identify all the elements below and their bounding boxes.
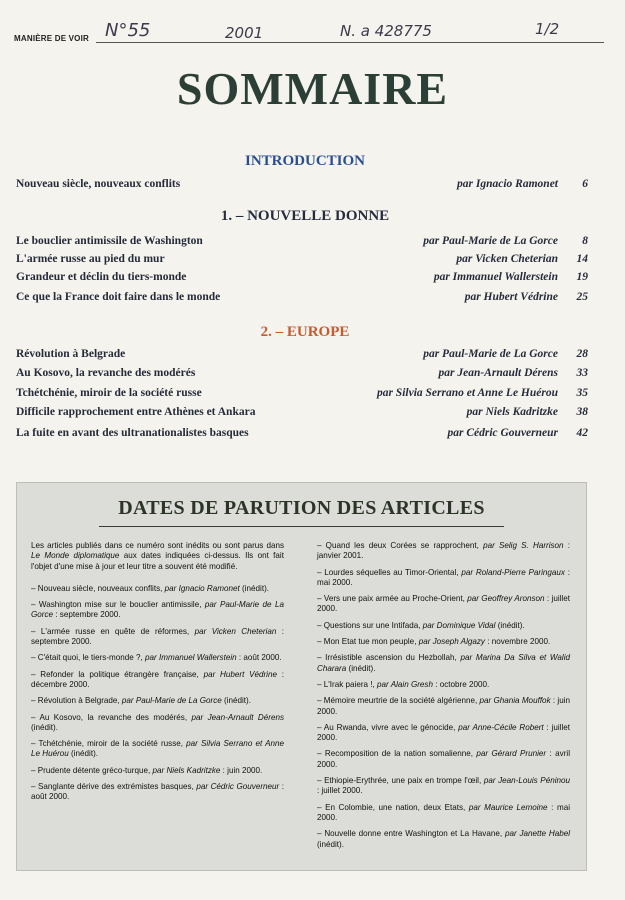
date-entry-author: par Immanuel Wallerstein xyxy=(145,653,237,663)
date-entry-date: : novembre 2000. xyxy=(484,637,551,647)
date-entry xyxy=(317,829,570,850)
toc-entry-page: 35 xyxy=(576,387,588,399)
publication-dates-title: DATES DE PARUTION DES ARTICLES xyxy=(118,497,485,519)
date-entry xyxy=(317,776,570,797)
date-entry xyxy=(317,749,570,770)
date-entry-title: – C'était quoi, le tiers-monde ?, xyxy=(31,653,146,663)
date-entry-title: – Refonder la politique étrangère française, xyxy=(31,669,204,679)
date-entry-author: par Joseph Algazy xyxy=(418,637,485,647)
date-entry-title: – Lourdes séquelles au Timor-Oriental, xyxy=(317,567,462,577)
toc-entry-title: Grandeur et déclin du tiers-monde xyxy=(16,271,187,283)
toc-entry-author: par Vicken Cheterian xyxy=(456,253,558,265)
date-entry-title: – Tchétchénie, miroir de la société russe, xyxy=(31,739,187,749)
toc-entry xyxy=(16,253,588,269)
date-entry-date: : janvier 2001. xyxy=(317,541,570,561)
date-entry-date: : décembre 2000. xyxy=(31,669,284,689)
date-entry-title: – Ethiopie-Erythrée, une paix en trompe l'œil, xyxy=(317,776,484,786)
publication-name: MANIÈRE DE VOIR xyxy=(14,34,90,43)
handwritten-reference: N. a 428775 xyxy=(340,22,432,40)
date-entry-date: : juillet 2000. xyxy=(317,722,570,743)
toc-entry-title: Nouveau siècle, nouveaux conflits xyxy=(16,178,181,190)
toc-entry-page: 38 xyxy=(576,406,588,418)
date-entry xyxy=(317,696,570,717)
toc-entry-author: par Jean-Arnault Dérens xyxy=(438,367,558,379)
date-entry-date: : août 2000. xyxy=(236,653,282,663)
date-entry-title: – Sanglante dérive des extrémistes basques, xyxy=(31,782,197,792)
date-entry-date: : juin 2000. xyxy=(220,765,263,775)
date-entry-author: par Jean-Arnault Dérens xyxy=(191,712,284,722)
date-entry-author: par Hubert Védrine xyxy=(203,669,277,679)
date-entry-date: (inédit). xyxy=(68,749,99,759)
toc-entry-title: Au Kosovo, la revanche des modérés xyxy=(16,367,196,379)
date-entry-title: – Washington mise sur le bouclier antimissile, xyxy=(31,600,205,610)
date-entry xyxy=(31,696,284,706)
toc-entry-author: par Hubert Védrine xyxy=(464,291,558,303)
toc-entry-title: Ce que la France doit faire dans le monde xyxy=(16,291,221,303)
date-entry xyxy=(31,627,284,648)
toc-entry-page: 33 xyxy=(576,367,588,379)
toc-entry-author: par Immanuel Wallerstein xyxy=(433,271,558,283)
date-entry-date: (inédit). xyxy=(317,839,344,849)
date-entry-date: (inédit). xyxy=(346,663,376,673)
date-entry-author: par Paul-Marie de La Gorce xyxy=(31,600,284,620)
date-entry-date: (inédit). xyxy=(239,583,270,593)
publication-dates-box xyxy=(16,482,587,871)
toc-entry-author: par Cédric Gouverneur xyxy=(447,427,558,439)
toc-entry-title: Le bouclier antimissile de Washington xyxy=(16,235,203,247)
date-entry-date: : octobre 2000. xyxy=(432,679,490,689)
toc-entry-author: par Paul-Marie de La Gorce xyxy=(423,235,558,247)
toc-entry-title: Tchétchénie, miroir de la société russe xyxy=(16,387,202,399)
date-entry-date: (inédit). xyxy=(495,620,525,630)
date-entry xyxy=(31,670,284,691)
toc-entry-author: par Ignacio Ramonet xyxy=(457,178,558,190)
date-entry-date: (inédit). xyxy=(221,696,252,706)
intro-text: Les articles publiés dans ce numéro sont inédits ou sont parus dans xyxy=(31,541,284,550)
toc-entry-page: 6 xyxy=(582,178,588,190)
dates-column-right xyxy=(317,541,570,856)
section-heading-europe: 2. – EUROPE xyxy=(260,324,350,340)
date-entry-author: par Ignacio Ramonet xyxy=(164,583,240,593)
toc-entry xyxy=(16,235,588,251)
date-entry xyxy=(31,584,284,594)
date-entry-author: par Paul-Marie de La Gorce xyxy=(121,696,222,706)
date-entry-title: – Nouveau siècle, nouveaux conflits, xyxy=(31,583,165,593)
toc-entry xyxy=(16,178,588,194)
date-entry xyxy=(31,766,284,776)
toc-entry xyxy=(16,271,588,287)
title-underline xyxy=(99,526,504,527)
section-heading-nouvelle-donne: 1. – NOUVELLE DONNE xyxy=(220,208,390,224)
intro-newspaper-title: Le Monde diplomatique xyxy=(31,551,120,561)
date-entry xyxy=(317,541,570,562)
date-entry-date: : juillet 2000. xyxy=(317,594,570,614)
section-heading-introduction: INTRODUCTION xyxy=(244,153,365,169)
date-entry-title: – Révolution à Belgrade, xyxy=(31,696,122,706)
date-entry xyxy=(31,739,284,760)
date-entry-date: : mai 2000. xyxy=(317,802,570,822)
toc-entry-title: Révolution à Belgrade xyxy=(16,348,126,360)
date-entry-title: – Vers une paix armée au Proche-Orient, xyxy=(317,594,468,604)
date-entry-author: par Marina Da Silva et Walid Charara xyxy=(317,653,570,673)
date-entry-title: – Prudente détente gréco-turque, xyxy=(31,765,153,775)
toc-entry-page: 42 xyxy=(576,427,588,439)
toc-entry-author: par Niels Kadritzke xyxy=(466,406,558,418)
dates-column-left xyxy=(31,541,284,809)
date-entry-author: par Roland-Pierre Paringaux xyxy=(461,567,565,577)
dates-intro xyxy=(31,541,284,572)
page-title: SOMMAIRE xyxy=(176,63,449,114)
date-entry-author: par Ghania Mouffok xyxy=(479,696,551,706)
date-entry-title: – Recomposition de la nation somalienne, xyxy=(317,749,477,759)
date-entry xyxy=(31,600,284,621)
date-entry-title: – Questions sur une Intifada, xyxy=(317,620,423,630)
intro-text: aux dates indiquées ci-dessus. Ils ont fait l'objet d'une mise à jour et leur titre a souvent été modifié. xyxy=(31,551,284,571)
toc-entry xyxy=(16,427,588,443)
date-entry-date: : septembre 2000. xyxy=(31,626,285,647)
date-entry-author: par Geoffrey Aronson xyxy=(467,594,545,604)
date-entry xyxy=(317,653,570,674)
date-entry-author: par Niels Kadritzke xyxy=(152,765,221,775)
handwritten-year: 2001 xyxy=(225,24,264,42)
date-entry-title: – Irrésistible ascension du Hezbollah, xyxy=(317,653,461,663)
toc-entry xyxy=(16,291,588,307)
date-entry-title: – Au Rwanda, vivre avec le génocide, xyxy=(317,722,459,732)
toc-entry-page: 25 xyxy=(576,291,588,303)
page-header xyxy=(0,0,625,48)
date-entry-title: – Mon Etat tue mon peuple, xyxy=(317,637,419,647)
date-entry-date: (inédit). xyxy=(31,722,58,732)
toc-entry xyxy=(16,367,588,383)
date-entry-title: – Au Kosovo, la revanche des modérés, xyxy=(31,712,192,722)
date-entry-author: par Dominique Vidal xyxy=(422,620,496,630)
toc-entry-page: 8 xyxy=(582,235,588,247)
date-entry xyxy=(317,568,570,589)
date-entry xyxy=(31,782,284,803)
date-entry-date: : juillet 2000. xyxy=(317,786,363,796)
date-entry-title: – En Colombie, une nation, deux Etats, xyxy=(317,802,469,812)
date-entry-author: par Cédric Gouverneur xyxy=(196,782,280,792)
date-entry-author: par Gérard Prunier xyxy=(476,749,547,759)
date-entry-author: par Selig S. Harrison xyxy=(483,541,564,550)
date-entry-title: – Nouvelle donne entre Washington et La Havane, xyxy=(317,829,505,839)
handwritten-issue-number: N°55 xyxy=(105,20,151,41)
date-entry xyxy=(317,594,570,615)
header-rule xyxy=(96,42,604,43)
date-entry xyxy=(317,680,570,690)
date-entry xyxy=(31,713,284,734)
date-entry xyxy=(31,653,284,663)
date-entry-author: par Maurice Lemoine xyxy=(468,802,548,812)
date-entry-author: par Jean-Louis Péninou xyxy=(483,776,570,786)
date-entry-title: – L'Irak paiera !, xyxy=(317,679,378,689)
date-entry-title: – L'armée russe en quête de réformes, xyxy=(31,626,195,636)
toc-entry-page: 28 xyxy=(576,348,588,360)
date-entry-date: : septembre 2000. xyxy=(53,610,121,620)
date-entry-date: : avril 2000. xyxy=(317,749,570,769)
date-entry-date: : août 2000. xyxy=(31,782,284,802)
date-entry xyxy=(317,803,570,824)
date-entry-author: par Anne-Cécile Robert xyxy=(458,722,544,732)
toc-entry-page: 19 xyxy=(576,271,588,283)
toc-entry-title: La fuite en avant des ultranationalistes basques xyxy=(16,427,249,439)
toc-entry-author: par Silvia Serrano et Anne Le Huérou xyxy=(376,387,558,399)
date-entry-author: par Janette Habel xyxy=(504,829,570,839)
toc-entry-title: L'armée russe au pied du mur xyxy=(16,253,165,265)
toc-entry-title: Difficile rapprochement entre Athènes et Ankara xyxy=(16,406,256,418)
toc-entry-author: par Paul-Marie de La Gorce xyxy=(423,348,558,360)
date-entry-author: par Vicken Cheterian xyxy=(194,626,277,636)
date-entry xyxy=(317,637,570,647)
date-entry-title: – Mémoire meurtrie de la société algérienne, xyxy=(317,696,480,706)
date-entry-title: – Quand les deux Corées se rapprochent, xyxy=(317,541,484,550)
toc-entry xyxy=(16,387,588,403)
toc-entry xyxy=(16,348,588,364)
date-entry xyxy=(317,723,570,744)
handwritten-page-count: 1/2 xyxy=(535,20,560,38)
date-entry-date: : mai 2000. xyxy=(317,567,571,587)
date-entry-author: par Alain Gresh xyxy=(377,679,433,689)
date-entry-author: par Silvia Serrano et Anne Le Huérou xyxy=(31,739,284,759)
date-entry-date: : juin 2000. xyxy=(317,696,570,716)
toc-entry xyxy=(16,406,588,422)
toc-entry-page: 14 xyxy=(576,253,588,265)
date-entry xyxy=(317,621,570,631)
